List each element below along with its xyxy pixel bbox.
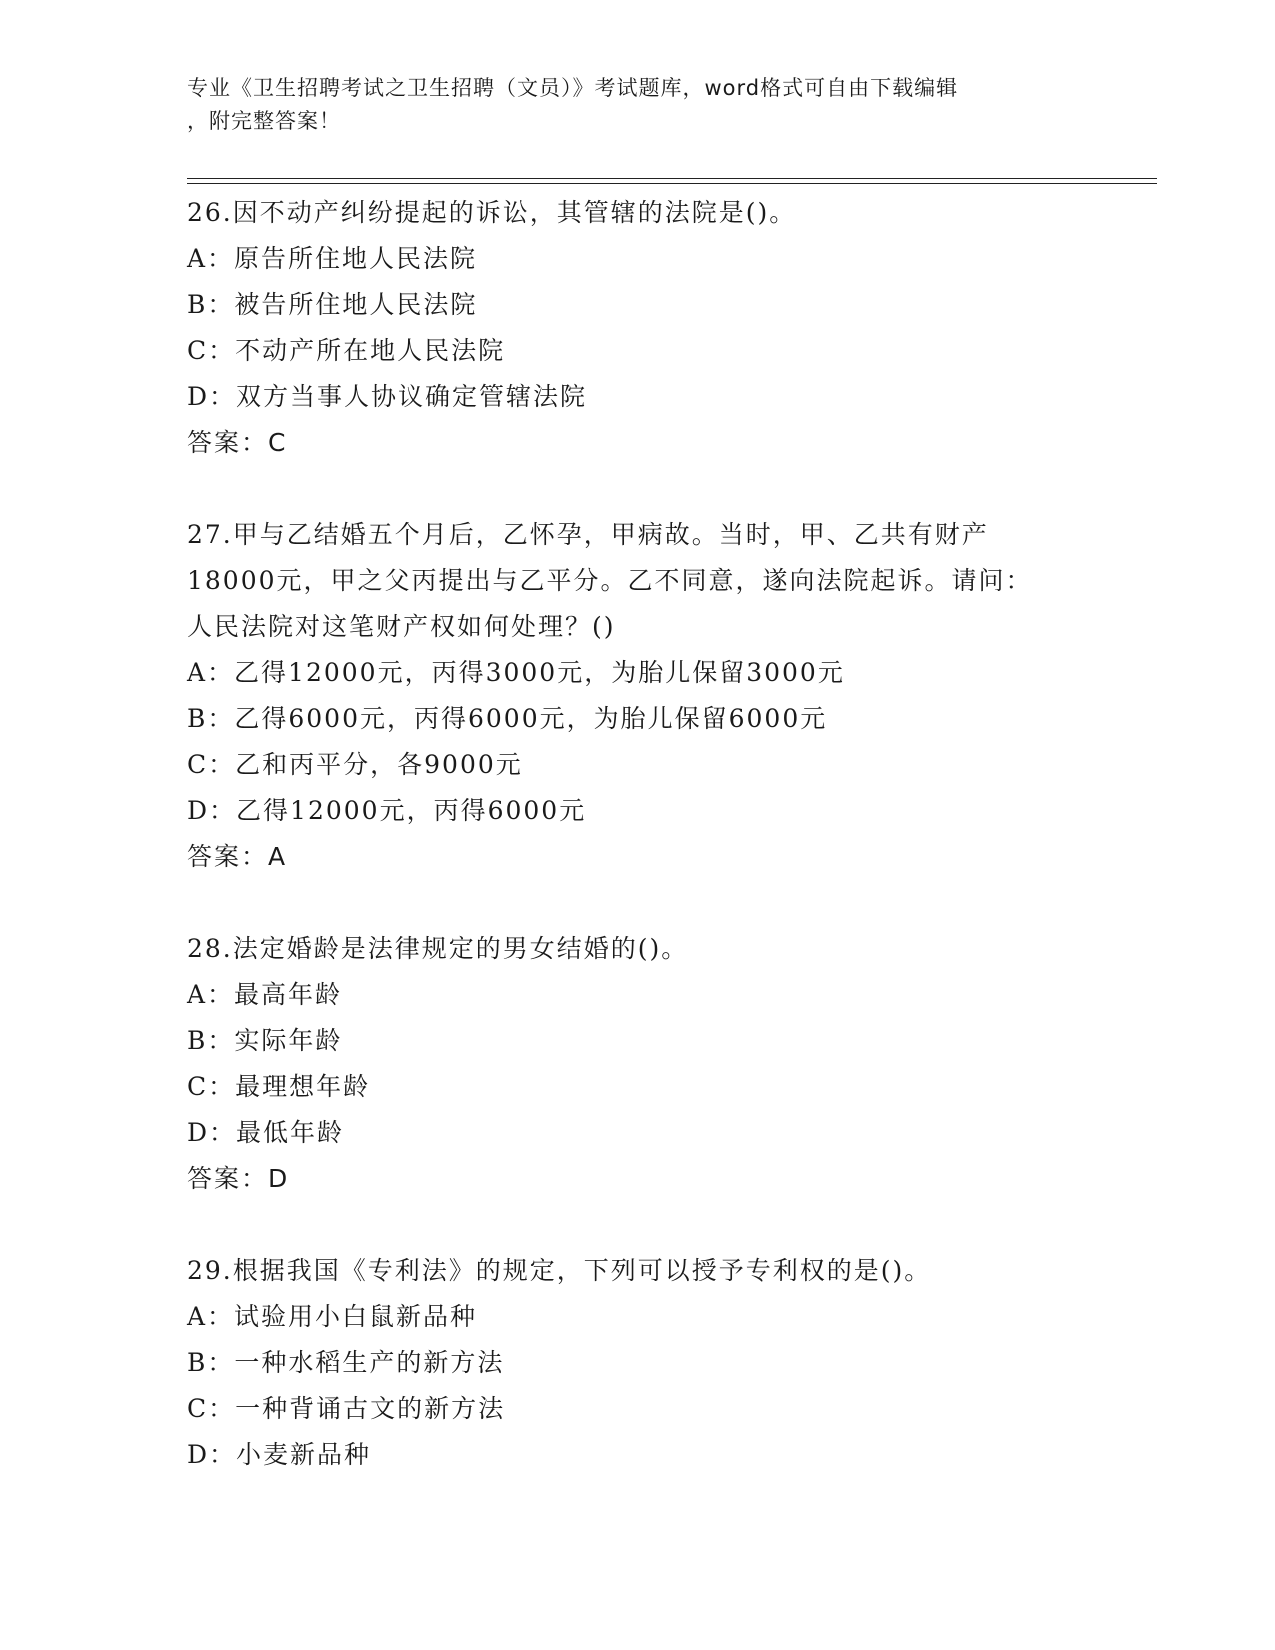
- option-d: D：小麦新品种: [187, 1440, 372, 1469]
- option-a: A：原告所住地人民法院: [187, 244, 478, 273]
- option-b: B：一种水稻生产的新方法: [187, 1348, 505, 1377]
- question-stem-continued: 人民法院对这笔财产权如何处理？(): [187, 612, 616, 641]
- question-stem: 29.根据我国《专利法》的规定，下列可以授予专利权的是()。: [187, 1256, 932, 1285]
- option-b: B：实际年龄: [187, 1026, 343, 1055]
- option-b: B：被告所住地人民法院: [187, 290, 478, 319]
- header-divider-top: [187, 178, 1157, 179]
- question-27: [187, 512, 1087, 880]
- question-spacer: [187, 466, 1087, 512]
- option-c: C：不动产所在地人民法院: [187, 336, 506, 365]
- answer-text: 答案：C: [187, 428, 288, 457]
- question-26: [187, 190, 1087, 466]
- option-d: D：乙得12000元，丙得6000元: [187, 796, 587, 825]
- question-list: [187, 190, 1087, 1478]
- option-c: C：一种背诵古文的新方法: [187, 1394, 506, 1423]
- option-c: C：最理想年龄: [187, 1072, 371, 1101]
- question-stem: 28.法定婚龄是法律规定的男女结婚的()。: [187, 934, 689, 963]
- question-28: [187, 926, 1087, 1202]
- header-divider-bottom: [187, 183, 1157, 184]
- question-29: [187, 1248, 1087, 1478]
- option-b: B：乙得6000元，丙得6000元，为胎儿保留6000元: [187, 704, 828, 733]
- answer-text: 答案：A: [187, 842, 288, 871]
- header-line-2: ，附完整答案！: [187, 109, 341, 133]
- option-a: A：最高年龄: [187, 980, 343, 1009]
- option-a: A：乙得12000元，丙得3000元，为胎儿保留3000元: [187, 658, 845, 687]
- answer-text: 答案：D: [187, 1164, 290, 1193]
- document-header: [187, 72, 1087, 138]
- question-spacer: [187, 880, 1087, 926]
- option-d: D：最低年龄: [187, 1118, 345, 1147]
- option-d: D：双方当事人协议确定管辖法院: [187, 382, 588, 411]
- question-stem-continued: 18000元，甲之父丙提出与乙平分。乙不同意，遂向法院起诉。请问：: [187, 566, 1033, 595]
- option-c: C：乙和丙平分，各9000元: [187, 750, 523, 779]
- option-a: A：试验用小白鼠新品种: [187, 1302, 478, 1331]
- header-line-1: 专业《卫生招聘考试之卫生招聘（文员）》考试题库，word格式可自由下载编辑: [187, 76, 959, 100]
- question-stem: 27.甲与乙结婚五个月后，乙怀孕，甲病故。当时，甲、乙共有财产: [187, 520, 989, 549]
- question-spacer: [187, 1202, 1087, 1248]
- question-stem: 26.因不动产纠纷提起的诉讼，其管辖的法院是()。: [187, 198, 797, 227]
